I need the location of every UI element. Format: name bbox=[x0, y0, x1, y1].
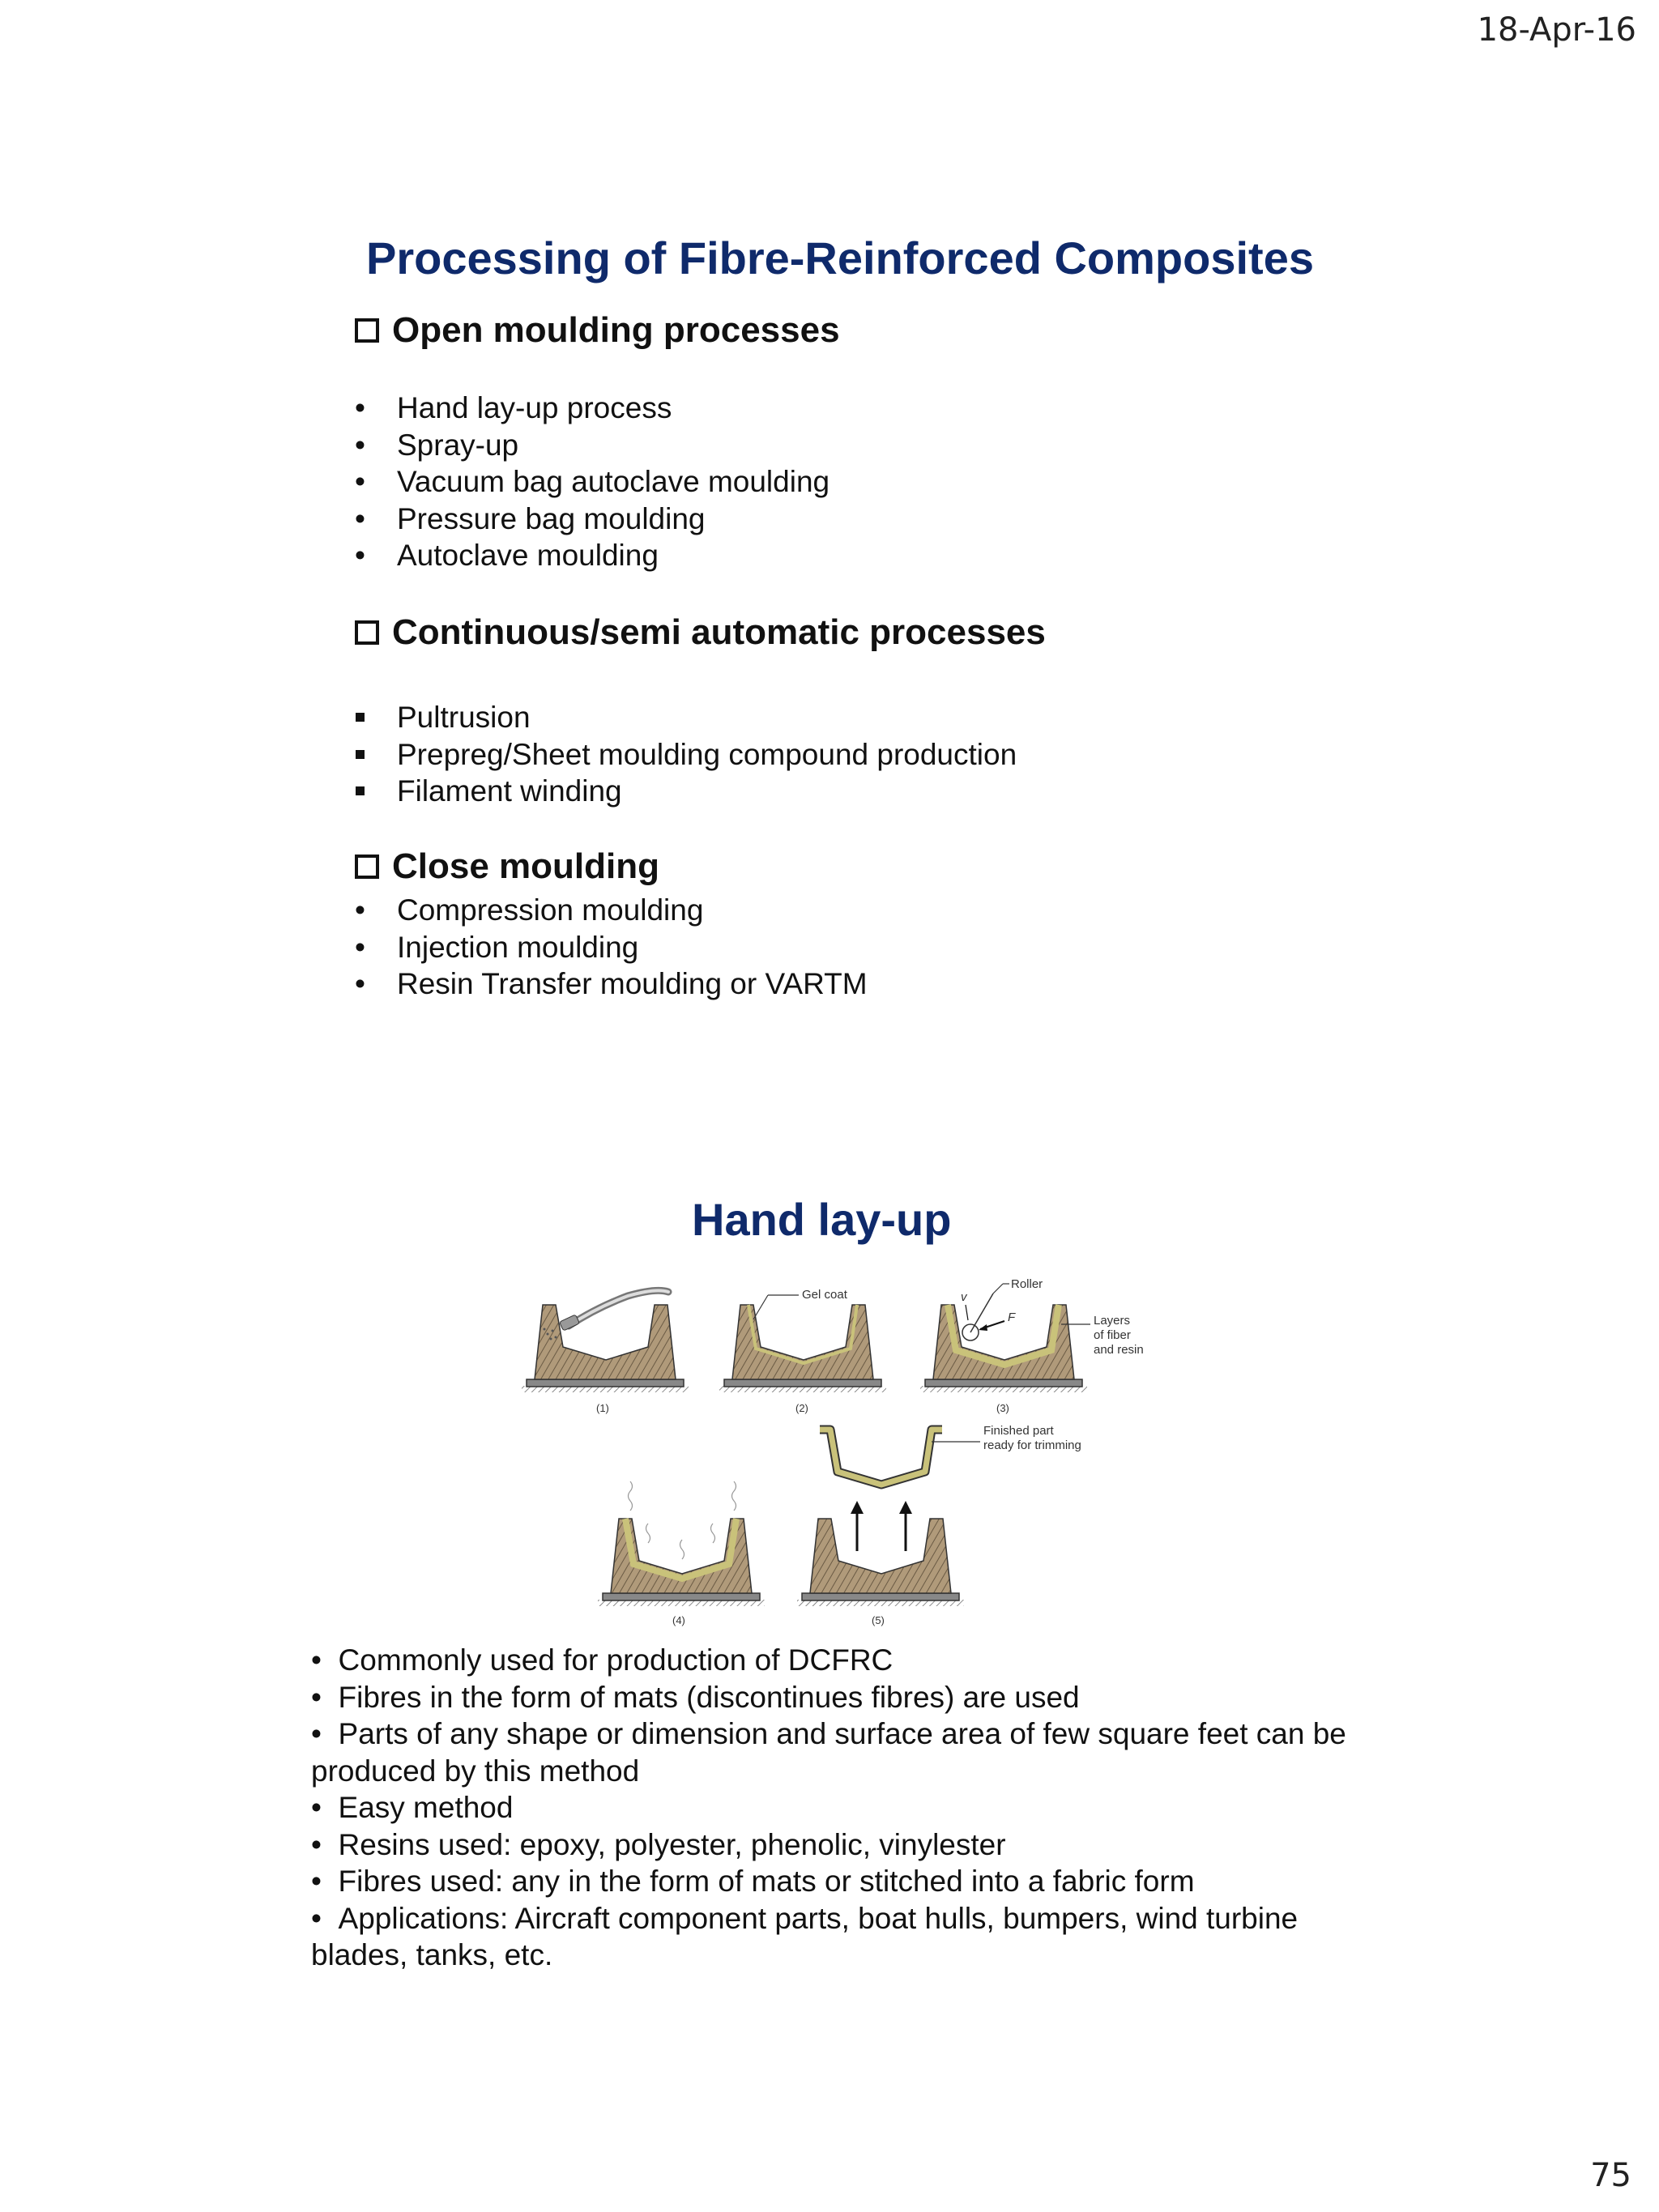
slide-date: 18-Apr-16 bbox=[1477, 11, 1636, 49]
close-moulding-list bbox=[352, 892, 868, 1003]
bullet-text: Commonly used for production of DCFRC bbox=[338, 1643, 893, 1677]
step2-mould bbox=[719, 1295, 886, 1392]
bullet-text: Fibres used: any in the form of mats or stitched into a fabric form bbox=[338, 1865, 1195, 1898]
step1-mould bbox=[522, 1290, 689, 1392]
hand-layup-bullets bbox=[311, 1642, 1380, 1974]
label-velocity: v bbox=[961, 1290, 967, 1304]
step3-mould bbox=[920, 1284, 1090, 1392]
checkbox-square-icon bbox=[355, 620, 379, 645]
slide2-title: Hand lay-up bbox=[692, 1194, 952, 1245]
label-layers-1: Layers bbox=[1094, 1314, 1131, 1328]
section-heading: Continuous/semi automatic processes bbox=[392, 612, 1046, 652]
hand-layup-diagram bbox=[510, 1276, 1191, 1644]
bullet-paragraph: • Resins used: epoxy, polyester, phenolic, vinylester bbox=[311, 1827, 1006, 1861]
step4-mould bbox=[598, 1481, 765, 1606]
section-open-moulding bbox=[355, 310, 840, 351]
step-number: (2) bbox=[795, 1402, 808, 1414]
bullet-text: Parts of any shape or dimension and surface area of few square feet can be produced by this method bbox=[311, 1717, 1346, 1788]
list-item: Prepreg/Sheet moulding compound production bbox=[352, 736, 1017, 774]
list-item: • Autoclave moulding bbox=[352, 537, 830, 574]
list-item: • Vacuum bag autoclave moulding bbox=[352, 463, 830, 501]
page-number: 75 bbox=[1590, 2157, 1631, 2194]
bullet-text: Easy method bbox=[338, 1791, 514, 1824]
list-item: • Hand lay-up process bbox=[352, 390, 830, 427]
list-item: Filament winding bbox=[352, 773, 1017, 810]
bullet-text: Applications: Aircraft component parts, boat hulls, bumpers, wind turbine blades, tanks, etc. bbox=[311, 1901, 1299, 1971]
continuous-list bbox=[352, 699, 1017, 810]
checkbox-square-icon bbox=[355, 318, 379, 343]
list-item: • Spray-up bbox=[352, 427, 830, 464]
bullet-paragraph: • Fibres used: any in the form of mats or stitched into a fabric form bbox=[311, 1865, 1195, 1898]
step-number: (1) bbox=[596, 1402, 609, 1414]
bullet-paragraph: • Commonly used for production of DCFRC bbox=[311, 1643, 893, 1677]
bullet-paragraph: • Applications: Aircraft component parts, boat hulls, bumpers, wind turbine blades, tanks, etc. bbox=[311, 1901, 1299, 1971]
bullet-text: Fibres in the form of mats (discontinues fibres) are used bbox=[338, 1680, 1080, 1714]
section-heading: Open moulding processes bbox=[392, 310, 840, 350]
label-finished-2: ready for trimming bbox=[983, 1438, 1081, 1452]
section-continuous bbox=[355, 612, 1046, 653]
bullet-paragraph: • Fibres in the form of mats (discontinues fibres) are used bbox=[311, 1680, 1080, 1714]
step-number: (5) bbox=[872, 1614, 885, 1626]
bullet-paragraph: • Easy method bbox=[311, 1791, 514, 1824]
slide1-title: Processing of Fibre-Reinforced Composites bbox=[366, 232, 1314, 283]
bullet-paragraph: • Parts of any shape or dimension and surface area of few square feet can be produced by this method bbox=[311, 1717, 1346, 1788]
label-gel-coat: Gel coat bbox=[802, 1288, 847, 1302]
step5-mould bbox=[797, 1430, 980, 1606]
label-finished-1: Finished part bbox=[983, 1424, 1054, 1438]
list-item: • Injection moulding bbox=[352, 929, 868, 966]
label-force: F bbox=[1008, 1311, 1016, 1324]
section-heading: Close moulding bbox=[392, 846, 659, 886]
step-number: (4) bbox=[672, 1614, 685, 1626]
list-item: Pultrusion bbox=[352, 699, 1017, 736]
label-layers-2: of fiber bbox=[1094, 1328, 1131, 1342]
checkbox-square-icon bbox=[355, 855, 379, 879]
list-item: • Resin Transfer moulding or VARTM bbox=[352, 965, 868, 1003]
open-moulding-list bbox=[352, 390, 830, 574]
section-close-moulding bbox=[355, 846, 659, 887]
bullet-text: Resins used: epoxy, polyester, phenolic, vinylester bbox=[338, 1827, 1006, 1861]
list-item: • Compression moulding bbox=[352, 892, 868, 929]
list-item: • Pressure bag moulding bbox=[352, 501, 830, 538]
step-number: (3) bbox=[996, 1402, 1009, 1414]
label-layers-3: and resin bbox=[1094, 1343, 1144, 1357]
label-roller: Roller bbox=[1011, 1277, 1043, 1291]
